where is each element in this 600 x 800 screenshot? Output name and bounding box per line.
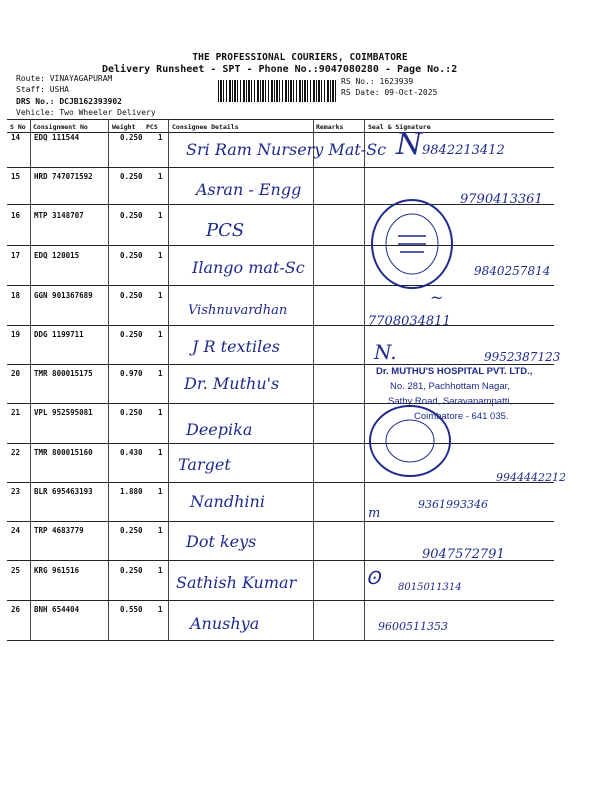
row-19-consignee-handwritten: J R textiles [192,337,280,356]
row-26-consignee-handwritten: Anushya [190,614,260,633]
row-16-sno: 16 [11,211,21,220]
row-16-consignee-handwritten: PCS [206,220,245,241]
drs-number: DRS No.: DCJB162393902 [16,97,122,106]
row-19-signature-mark: N. [374,340,397,364]
row-18-signature-mark: ~ [430,288,444,307]
hospital-stamp-address-1: No. 281, Pachhottam Nagar, [390,381,510,392]
row-19-consignment: DDG 1199711 [34,330,84,339]
col-header-weight: Weight [112,123,136,131]
company-seal-stamp [368,196,456,292]
rs-number: RS No.: 1623939 [341,77,414,86]
row-16-weight: 0.250 [120,211,143,220]
row-18-weight: 0.250 [120,291,143,300]
row-22-pcs: 1 [158,448,163,457]
row-20-weight: 0.970 [120,369,143,378]
row-26-sno: 26 [11,605,21,614]
row-rule [7,285,554,286]
row-23-signature-phone: 9361993346 [418,498,488,511]
row-24-consignment: TRP 4683779 [34,526,84,535]
row-19-pcs: 1 [158,330,163,339]
row-17-sno: 17 [11,251,21,260]
hospital-stamp-address-3: Coimbatore - 641 035. [414,411,509,422]
row-16-pcs: 1 [158,211,163,220]
row-24-pcs: 1 [158,526,163,535]
row-22-consignment: TMR 800015160 [34,448,93,457]
row-14-weight: 0.250 [120,133,143,142]
barcode [218,80,336,102]
row-15-weight: 0.250 [120,172,143,181]
row-25-sno: 25 [11,566,21,575]
row-14-sno: 14 [11,133,21,142]
row-18-pcs: 1 [158,291,163,300]
row-rule [7,482,554,483]
row-25-weight: 0.250 [120,566,143,575]
table-bottom-rule [7,640,554,641]
row-23-consignee-handwritten: Nandhini [190,492,265,511]
row-16-consignment: MTP 3148707 [34,211,84,220]
row-14-signature-mark: N [396,127,423,162]
row-20-consignee-handwritten: Dr. Muthu's [184,374,280,393]
row-rule [7,521,554,522]
row-21-sno: 21 [11,408,21,417]
col-header-consignee: Consignee Details [172,123,239,131]
row-21-consignee-handwritten: Deepika [186,420,253,439]
row-22-sno: 22 [11,448,21,457]
row-15-pcs: 1 [158,172,163,181]
row-rule [7,325,554,326]
row-23-consignment: BLR 695463193 [34,487,93,496]
col-header-pcs: PCS [146,123,158,131]
row-21-consignment: VPL 952595081 [34,408,93,417]
row-20-sno: 20 [11,369,21,378]
row-15-sno: 15 [11,172,21,181]
row-24-signature-phone: 9047572791 [422,547,505,562]
row-17-consignee-handwritten: Ilango mat-Sc [192,258,305,277]
row-25-signature-mark: Ꙩ [366,568,381,589]
row-17-pcs: 1 [158,251,163,260]
row-25-consignment: KRG 961516 [34,566,80,575]
hospital-stamp-name: Dr. MUTHU'S HOSPITAL PVT. LTD., [376,366,533,377]
row-20-consignment: TMR 800015175 [34,369,93,378]
row-rule [7,167,554,168]
row-26-pcs: 1 [158,605,163,614]
row-26-signature-phone: 9600511353 [378,620,448,633]
row-15-consignee-handwritten: Asran - Engg [196,180,302,199]
col-rule [364,119,365,641]
row-20-pcs: 1 [158,369,163,378]
row-18-signature-phone: 7708034811 [368,314,451,329]
row-24-sno: 24 [11,526,21,535]
row-17-signature-phone: 9840257814 [474,264,551,278]
route-label: Route: VINAYAGAPURAM [16,74,113,83]
row-21-weight: 0.250 [120,408,143,417]
col-rule [313,119,314,641]
row-22-signature-phone: 9944442212 [496,471,566,484]
row-rule [7,245,554,246]
row-19-weight: 0.250 [120,330,143,339]
row-26-consignment: BNH 654404 [34,605,80,614]
col-header-seal: Seal & Signature [368,123,431,131]
table-top-rule [7,119,554,120]
row-17-weight: 0.250 [120,251,143,260]
rs-date: RS Date: 09-Oct-2025 [341,88,438,97]
col-rule [30,119,31,641]
row-14-signature-phone: 9842213412 [422,143,505,158]
row-18-sno: 18 [11,291,21,300]
vehicle-label: Vehicle: Two Wheeler Delivery [16,108,156,117]
row-rule [7,600,554,601]
col-header-sno: S No [10,123,26,131]
row-23-weight: 1.880 [120,487,143,496]
row-14-pcs: 1 [158,133,163,142]
col-rule [168,119,169,641]
row-22-weight: 0.430 [120,448,143,457]
row-15-consignment: HRD 747071592 [34,172,93,181]
row-21-pcs: 1 [158,408,163,417]
runsheet-subtitle: Delivery Runsheet - SPT - Phone No.:9047080280 - Page No.:2 [102,64,458,75]
row-25-consignee-handwritten: Sathish Kumar [176,573,297,592]
col-header-remarks: Remarks [316,123,344,131]
row-14-consignee-handwritten: Sri Ram Nursery Mat-Sc [186,140,387,159]
row-18-consignment: GGN 901367689 [34,291,93,300]
pharmacy-seal-stamp [366,402,454,480]
row-24-consignee-handwritten: Dot keys [186,532,257,551]
company-title: THE PROFESSIONAL COURIERS, COIMBATORE [192,52,408,63]
row-19-sno: 19 [11,330,21,339]
staff-label: Staff: USHA [16,85,69,94]
row-15-signature-phone: 9790413361 [460,192,543,207]
col-rule [108,119,109,641]
hospital-stamp-address-2: Sathy Road, Saravanampatti, [388,396,513,407]
row-24-weight: 0.250 [120,526,143,535]
row-26-weight: 0.550 [120,605,143,614]
row-23-sno: 23 [11,487,21,496]
row-rule [7,364,554,365]
row-14-consignment: EDQ 111544 [34,133,80,142]
row-19-signature-phone: 9952387123 [484,350,561,364]
row-23-pcs: 1 [158,487,163,496]
row-22-consignee-handwritten: Target [178,455,231,474]
row-25-pcs: 1 [158,566,163,575]
row-25-signature-phone: 8015011314 [398,582,462,593]
col-header-consignment: Consignment No [33,123,88,131]
table-header-rule [7,132,554,133]
row-23-signature-mark: m [368,506,381,521]
row-17-consignment: EDQ 120015 [34,251,80,260]
row-rule [7,443,554,444]
row-18-consignee-handwritten: Vishnuvardhan [188,303,288,318]
